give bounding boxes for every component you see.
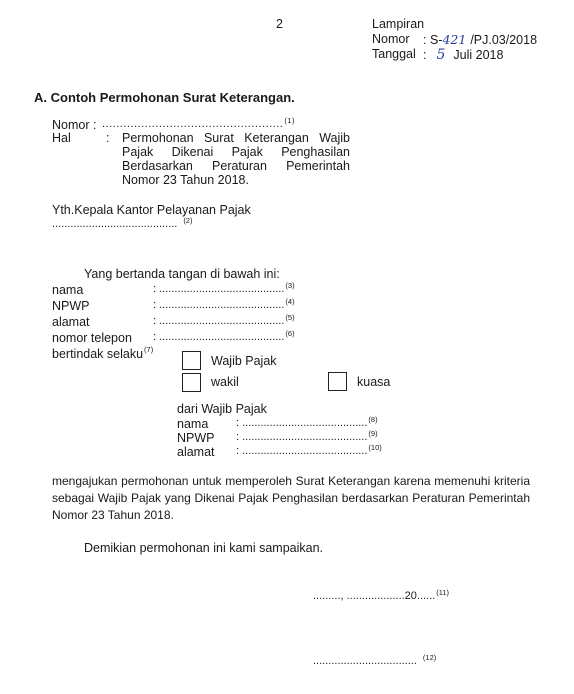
dari-alamat-dots: : .........................................$^{(10)}$ xyxy=(236,443,382,457)
field-alamat-label: alamat xyxy=(52,315,90,329)
hal-line-2: Pajak Dikenai Pajak Penghasilan xyxy=(122,145,350,159)
recipient-dots: ......................................... $^{(2)}$ xyxy=(52,216,193,230)
tanggal-colon: : xyxy=(423,48,427,62)
nomor-suffix: /PJ.03/2018 xyxy=(470,33,538,47)
hal-line-3: Berdasarkan Peraturan Pemerintah xyxy=(122,159,350,173)
dari-npwp-dots: : .........................................$^{(9)}$ xyxy=(236,429,378,443)
signature-dots: .................................. $^{(12)}$ xyxy=(313,653,437,667)
field-telepon-dots: : .........................................$^{(6)}$ xyxy=(153,329,295,343)
page-number: 2 xyxy=(276,17,283,31)
dari-title: dari Wajib Pajak xyxy=(177,402,267,416)
acting-as-label: bertindak selaku$^{(7)}$ xyxy=(52,345,154,361)
nomor-header-value xyxy=(423,32,537,47)
dari-npwp-label: NPWP xyxy=(177,431,215,445)
tanggal-header-value xyxy=(423,47,503,63)
lampiran-label: Lampiran xyxy=(372,17,425,31)
acting-as-note: (7) xyxy=(144,345,154,354)
nomor-handwritten: 421 xyxy=(442,32,467,47)
hal-line-4: Nomor 23 Tahun 2018. xyxy=(122,173,249,187)
field-nama-note: (3) xyxy=(285,281,295,290)
checkbox-wakil[interactable] xyxy=(182,373,201,392)
tanggal-handwritten: 5 xyxy=(436,47,446,63)
hal-line-1: Permohonan Surat Keterangan Wajib xyxy=(122,131,350,145)
body-line-1: mengajukan permohonan untuk memperoleh Surat Keterangan karena memenuhi kriteria xyxy=(52,474,530,488)
intro-text: Yang bertanda tangan di bawah ini: xyxy=(84,267,280,281)
field-npwp-dots: : .........................................$^{(4)}$ xyxy=(153,297,295,311)
dari-nama-note: (8) xyxy=(368,415,378,424)
option-kuasa: kuasa xyxy=(357,375,391,389)
checkbox-kuasa[interactable] xyxy=(328,372,347,391)
section-title: A. Contoh Permohonan Surat Keterangan. xyxy=(34,90,295,105)
nomor-header-label: Nomor xyxy=(372,32,410,46)
field-npwp-label: NPWP xyxy=(52,299,90,313)
field-npwp-note: (4) xyxy=(285,297,295,306)
tanggal-rest: Juli 2018 xyxy=(453,48,504,62)
dari-nama-dots: : .........................................$^{(8)}$ xyxy=(236,415,378,429)
nomor-prefix: : S- xyxy=(423,33,443,47)
dari-nama-label: nama xyxy=(177,417,209,431)
hal-colon: : xyxy=(106,131,110,145)
recipient: Yth.Kepala Kantor Pelayanan Pajak xyxy=(52,203,251,217)
dari-alamat-label: alamat xyxy=(177,445,215,459)
body-line-3: Nomor 23 Tahun 2018. xyxy=(52,508,174,522)
body-line-2: sebagai Wajib Pajak yang Dikenai Pajak Penghasilan berdasarkan Peraturan Pemerintah xyxy=(52,491,530,505)
date-note: (11) xyxy=(436,588,450,597)
recipient-note: (2) xyxy=(183,216,193,225)
nomor-dots: ...................................................$^{(1)}$ xyxy=(102,116,296,130)
hal-label: Hal xyxy=(52,131,71,145)
date-line: ........., ...................20......$^{(11)}$ xyxy=(313,588,450,602)
field-telepon-note: (6) xyxy=(285,329,295,338)
field-alamat-dots: : .........................................$^{(5)}$ xyxy=(153,313,295,327)
dari-npwp-note: (9) xyxy=(368,429,378,438)
tanggal-header-label: Tanggal xyxy=(372,47,416,61)
checkbox-wajib-pajak[interactable] xyxy=(182,351,201,370)
closing-text: Demikian permohonan ini kami sampaikan. xyxy=(84,541,324,555)
field-alamat-note: (5) xyxy=(285,313,295,322)
option-wajib-pajak: Wajib Pajak xyxy=(211,354,277,368)
dari-alamat-note: (10) xyxy=(368,443,382,452)
nomor-note: (1) xyxy=(284,116,296,125)
field-telepon-label: nomor telepon xyxy=(52,331,132,345)
signature-note: (12) xyxy=(422,653,437,662)
field-nama-label: nama xyxy=(52,283,84,297)
field-nama-dots: : .........................................$^{(3)}$ xyxy=(153,281,295,295)
option-wakil: wakil xyxy=(211,375,239,389)
nomor-label: Nomor : xyxy=(52,118,97,132)
